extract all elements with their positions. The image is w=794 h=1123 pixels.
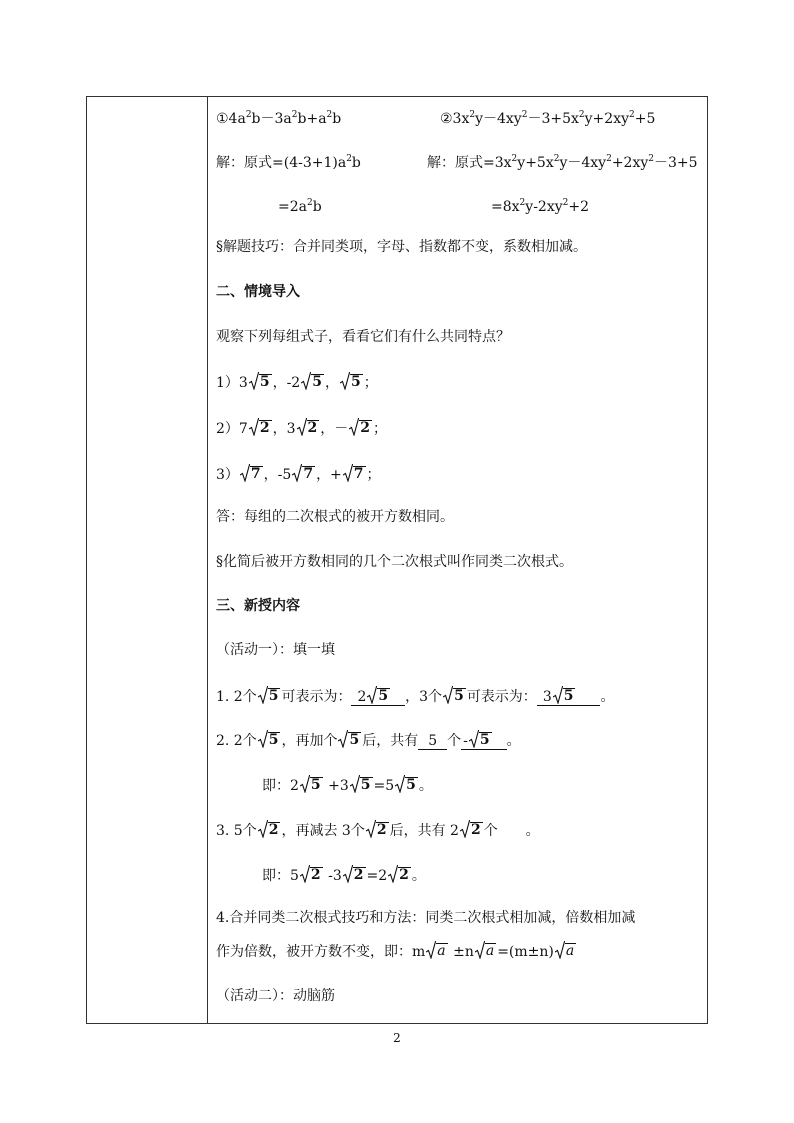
text: ±n xyxy=(448,944,474,960)
text: b xyxy=(312,199,322,215)
answer-blank-count: 5 xyxy=(418,733,447,750)
text: 2. 2个 xyxy=(216,733,257,749)
radicand: 2 xyxy=(360,420,370,436)
group-1 xyxy=(216,372,378,392)
radicand: 2 xyxy=(353,867,364,883)
superscript: 2 xyxy=(553,154,560,164)
answer-blank-root xyxy=(461,730,506,750)
radicand: 7 xyxy=(353,466,364,482)
superscript: 2 xyxy=(346,154,352,164)
text: ； xyxy=(363,375,378,391)
text: +2xy xyxy=(611,155,649,171)
text: 解：原式=3x xyxy=(427,155,512,171)
text: 个 。 xyxy=(483,823,540,839)
text: ； xyxy=(366,467,381,483)
radicand: 5 xyxy=(406,777,416,793)
superscript: 2 xyxy=(648,154,655,164)
text: 。 xyxy=(506,733,521,749)
text: 解：原式=(4-3+1)a xyxy=(216,155,347,171)
radicand: 2 xyxy=(310,867,321,883)
text: 2）7 xyxy=(216,421,248,437)
text: ； xyxy=(373,421,387,437)
sqrt-symbol xyxy=(301,372,324,390)
text: ，-5 xyxy=(263,467,292,483)
text: 后，共有 2 xyxy=(389,823,459,839)
column-divider xyxy=(207,97,208,1023)
section-heading-3: 三、新授内容 xyxy=(216,598,300,614)
radicand: 5 xyxy=(268,688,279,704)
sqrt-symbol xyxy=(443,686,466,704)
radicand: a xyxy=(565,943,575,959)
text: 个 xyxy=(447,733,462,749)
superscript: 2 xyxy=(521,110,528,120)
radicand: 2 xyxy=(376,822,387,838)
radicand: 7 xyxy=(250,466,261,482)
text: 。 xyxy=(411,868,426,884)
sqrt-symbol xyxy=(367,686,390,704)
text: ②3x xyxy=(440,111,470,127)
radicand: 2 xyxy=(307,420,318,436)
text: －3+5x xyxy=(527,111,579,127)
text: 1. 2个 xyxy=(216,689,257,705)
lesson-table xyxy=(86,96,708,1024)
text: 作为倍数，被开方数不变，即：m xyxy=(216,944,426,960)
superscript: 2 xyxy=(469,110,476,120)
radicand: 5 xyxy=(454,688,464,704)
sqrt-symbol xyxy=(475,941,496,959)
solution-2-line-1 xyxy=(427,150,698,172)
sqrt-symbol xyxy=(297,418,320,436)
superscript: 2 xyxy=(326,110,333,120)
text: y－4xy xyxy=(475,111,522,127)
text: y+2xy xyxy=(584,111,629,127)
radicand: 5 xyxy=(350,374,361,390)
superscript: 2 xyxy=(562,198,569,208)
text: ，再加个 xyxy=(281,733,338,749)
group-2 xyxy=(216,418,387,438)
radicand: 5 xyxy=(479,732,490,748)
sqrt-symbol xyxy=(343,865,366,883)
text: ，3 xyxy=(272,421,296,437)
text: +5 xyxy=(634,111,656,127)
solution-1-line-2 xyxy=(278,194,322,216)
fill-item-2 xyxy=(216,730,521,750)
radicand: 2 xyxy=(470,822,481,838)
text: 3. 5个 xyxy=(216,823,257,839)
activity-1-label: （活动一）：填一填 xyxy=(216,642,335,658)
text: y+5x xyxy=(517,155,554,171)
radicand: 2 xyxy=(399,867,409,883)
text: 后，共有 xyxy=(362,733,419,749)
sqrt-symbol xyxy=(300,775,323,793)
superscript: 2 xyxy=(519,198,526,208)
sqrt-symbol xyxy=(258,730,281,748)
sqrt-symbol xyxy=(249,418,272,436)
sqrt-symbol xyxy=(343,464,366,482)
text: +3 xyxy=(323,778,349,794)
page-number: 2 xyxy=(393,1031,401,1045)
superscript: 2 xyxy=(606,154,612,164)
text: y－4xy xyxy=(559,155,607,171)
text: ，3个 xyxy=(405,689,443,705)
superscript: 2 xyxy=(306,198,313,208)
sqrt-symbol xyxy=(258,820,281,838)
sqrt-symbol xyxy=(553,686,576,704)
text: b+a xyxy=(297,111,327,127)
radicand: 2 xyxy=(268,822,279,838)
text: 。 xyxy=(600,689,615,705)
group-3 xyxy=(216,464,381,484)
radicand: 5 xyxy=(268,732,279,748)
text: ，+ xyxy=(316,467,342,483)
prompt-text: 观察下列每组式子，看看它们有什么共同特点？ xyxy=(216,329,510,345)
answer-blank-2 xyxy=(537,686,601,706)
sqrt-symbol xyxy=(300,865,323,883)
solution-row-1 xyxy=(216,150,698,172)
text: ， xyxy=(324,375,339,391)
sqrt-symbol xyxy=(366,820,389,838)
text: =8x xyxy=(491,199,520,215)
sqrt-symbol xyxy=(249,372,272,390)
text: b xyxy=(351,155,361,171)
radicand: a xyxy=(437,943,446,959)
example-row xyxy=(216,106,656,128)
text: 可表示为： xyxy=(281,689,352,705)
text: 1）3 xyxy=(216,375,248,391)
sqrt-symbol xyxy=(340,372,363,390)
radicand: 5 xyxy=(360,777,371,793)
radicand: 5 xyxy=(378,688,389,704)
text: - xyxy=(463,733,468,749)
superscript: 2 xyxy=(578,110,585,120)
solution-2-line-2 xyxy=(491,194,589,216)
radicand: 7 xyxy=(303,466,314,482)
sqrt-symbol xyxy=(469,730,492,748)
activity-2-label: （活动二）：动脑筋 xyxy=(216,988,335,1004)
text: 可表示为： xyxy=(466,689,537,705)
example-1 xyxy=(216,111,341,127)
sqrt-symbol xyxy=(240,464,263,482)
superscript: 2 xyxy=(629,110,635,120)
radicand: a xyxy=(485,943,495,959)
sqrt-symbol xyxy=(395,775,418,793)
sqrt-symbol xyxy=(258,686,281,704)
text: 即：5 xyxy=(262,868,299,884)
tip-text: §解题技巧：合并同类项，字母、指数都不变，系数相加减。 xyxy=(216,239,587,255)
text: y-2xy xyxy=(525,199,563,215)
radicand: 5 xyxy=(563,688,574,704)
radicand: 5 xyxy=(310,777,321,793)
text: 。 xyxy=(418,778,433,794)
fill-item-1 xyxy=(216,686,614,706)
superscript: 2 xyxy=(245,110,252,120)
text: 3） xyxy=(216,467,239,483)
text: ①4a xyxy=(216,111,246,127)
text: 2 xyxy=(357,689,367,705)
text: ，-2 xyxy=(272,375,301,391)
radicand: 5 xyxy=(312,374,322,390)
superscript: 2 xyxy=(291,110,298,120)
definition-text: §化简后被开方数相同的几个二次根式叫作同类二次根式。 xyxy=(216,554,573,570)
text: ，－ xyxy=(320,421,349,437)
sqrt-symbol xyxy=(555,941,576,959)
text: b xyxy=(332,111,342,127)
text: b－3a xyxy=(251,111,292,127)
radicand: 2 xyxy=(259,420,270,436)
text: =5 xyxy=(373,778,395,794)
text: －3+5 xyxy=(654,155,698,171)
text: 3 xyxy=(542,689,552,705)
sqrt-symbol xyxy=(338,730,361,748)
equation-1 xyxy=(262,775,433,795)
text: +2 xyxy=(568,199,590,215)
rule-line-2 xyxy=(216,941,577,961)
superscript: 2 xyxy=(511,154,518,164)
rule-line-1: 4.合并同类二次根式技巧和方法：同类二次根式相加减，倍数相加减 xyxy=(216,910,636,926)
answer-text: 答：每组的二次根式的被开方数相同。 xyxy=(216,509,454,525)
text: ，再减去 3个 xyxy=(281,823,365,839)
text: =2 xyxy=(366,868,388,884)
sqrt-symbol xyxy=(350,775,373,793)
equation-2 xyxy=(262,865,426,885)
sqrt-symbol xyxy=(388,865,411,883)
radicand: 5 xyxy=(349,732,360,748)
sqrt-symbol xyxy=(426,941,447,959)
sqrt-symbol xyxy=(292,464,315,482)
answer-blank-1 xyxy=(351,686,405,706)
solution-1-line-1 xyxy=(216,155,361,171)
text: 即：2 xyxy=(262,778,299,794)
sqrt-symbol xyxy=(460,820,483,838)
text: -3 xyxy=(323,868,342,884)
text: =2a xyxy=(278,199,307,215)
section-heading-2: 二、情境导入 xyxy=(216,284,300,300)
radicand: 5 xyxy=(259,374,270,390)
example-2 xyxy=(440,106,655,128)
text: =(m±n) xyxy=(497,944,554,960)
fill-item-3 xyxy=(216,820,540,840)
sqrt-symbol xyxy=(349,418,372,436)
